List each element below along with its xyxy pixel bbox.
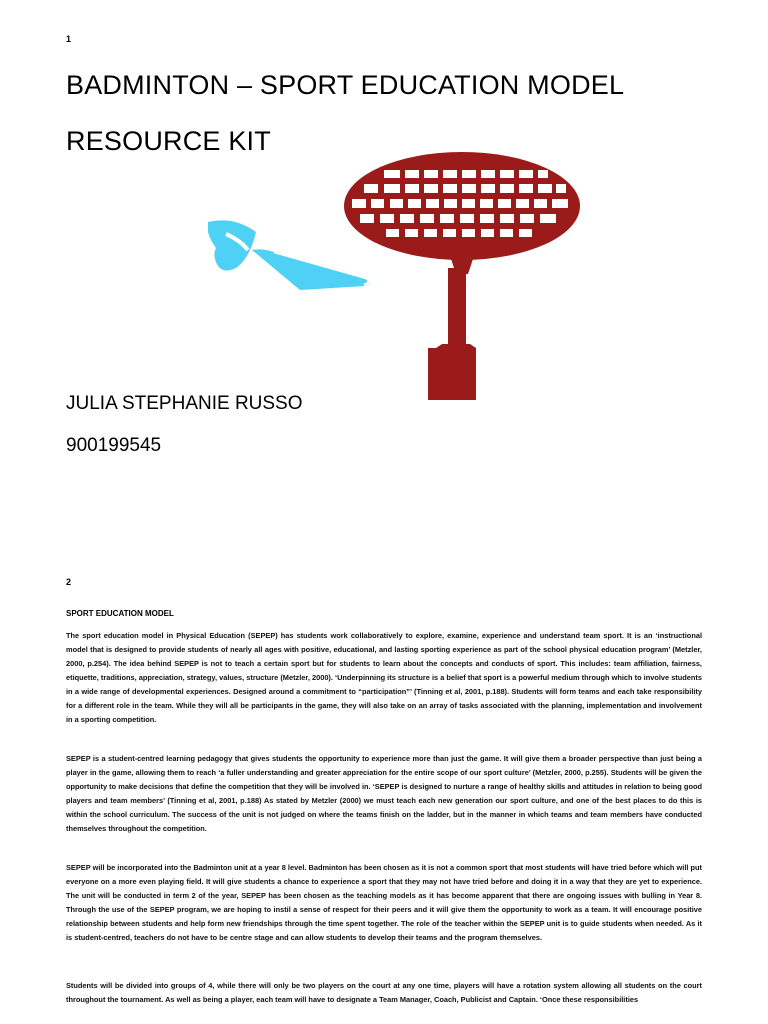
badminton-racket-icon xyxy=(344,152,580,400)
paragraph: SEPEP will be incorporated into the Badminton unit at a year 8 level. Badminton has been chosen as it is not a common sport that most students will have tried before which will put everyone on a more even playing field. It will give students a chance to experience a sport that they may not have tried before and doing it in a way that they are yet to experience. The unit will be conducted in term 2 of the year, SEPEP has been chosen as the teaching models as it has become apparent that there are ongoing issues with bulling in Year 8. Through the use of the SEPEP program, we are hoping to instil a sense of respect for their peers and it will give them the opportunity to work as a team. It will encourage positive relationship between students and help form new friendships through the time spent together. The role of the teacher within the SEPEP unit is to guide students when needed. As it is student-centred, teachers do not have to be centre stage and can allow students to develop their teams and the program themselves. xyxy=(66,863,702,942)
author-name: JULIA STEPHANIE RUSSO xyxy=(66,393,303,414)
paragraph: SEPEP is a student-centred learning pedagogy that gives students the opportunity to experience more than just the game. It will give them a broader perspective than just being a player in the game, allowing them to reach ‘a fuller understanding and greater appreciation for the entire scope of our sport culture’ (Metzler, 2000, p.255). Students will be given the opportunity to make decisions that define the competition that they will be involved in. ‘SEPEP is designed to nurture a range of healthy skills and attitudes in relation to being good players and team members’ (Tinning et al, 2001, p.188) As stated by Metzler (2000) we must teach each new generation our sport culture, and one of the best places to do this is within the school curriculum. The success of the unit is not judged on where the teams finish on the ladder, but in the manner in which teams and team members have conducted themselves throughout the competition. xyxy=(66,754,702,833)
section-heading: SPORT EDUCATION MODEL xyxy=(66,609,174,618)
badminton-illustration xyxy=(200,150,590,410)
document-title-line-1: BADMINTON – SPORT EDUCATION MODEL xyxy=(66,70,625,100)
shuttlecock-icon xyxy=(208,220,370,290)
page-number: 1 xyxy=(66,34,72,44)
paragraph: The sport education model in Physical Education (SEPEP) has students work collaboratively to explore, examine, experience and understand team sport. It is an ‘instructional model that is designed to provide students of nearly all ages with positive, educational, and lasting sporting experience as part of the school physical education program’ (Metzler, 2000, p.254). The idea behind SEPEP is not to teach a certain sport but for students to learn about the concepts and conducts of sport. This includes: team affiliation, fairness, etiquette, traditions, appreciation, strategy, values, structure (Metzler, 2000). ‘Underpinning its structure is a belief that sport is a powerful medium through which to involve students in a wide range of developmental experiences. Designed around a commitment to “participation”’ (Tinning et al, 2001, p.188). Students will form teams and each take responsibility for a different role in the team. While they will all be participants in the game, they will also take on an array of tasks associated with the planning, implementation and involvement in a sporting competition. xyxy=(66,631,702,724)
paragraph: Students will be divided into groups of 4, while there will only be two players on the court at any one time, players will have a rotation system allowing all students on the court throughout the tournament. As well as being a player, each team will have to designate a Team Manager, Coach, Publicist and Captain. ‘Once these responsibilities xyxy=(66,981,702,1004)
page-number: 2 xyxy=(66,577,72,587)
student-id: 900199545 xyxy=(66,435,162,456)
document-title-line-2: RESOURCE KIT xyxy=(66,126,271,156)
